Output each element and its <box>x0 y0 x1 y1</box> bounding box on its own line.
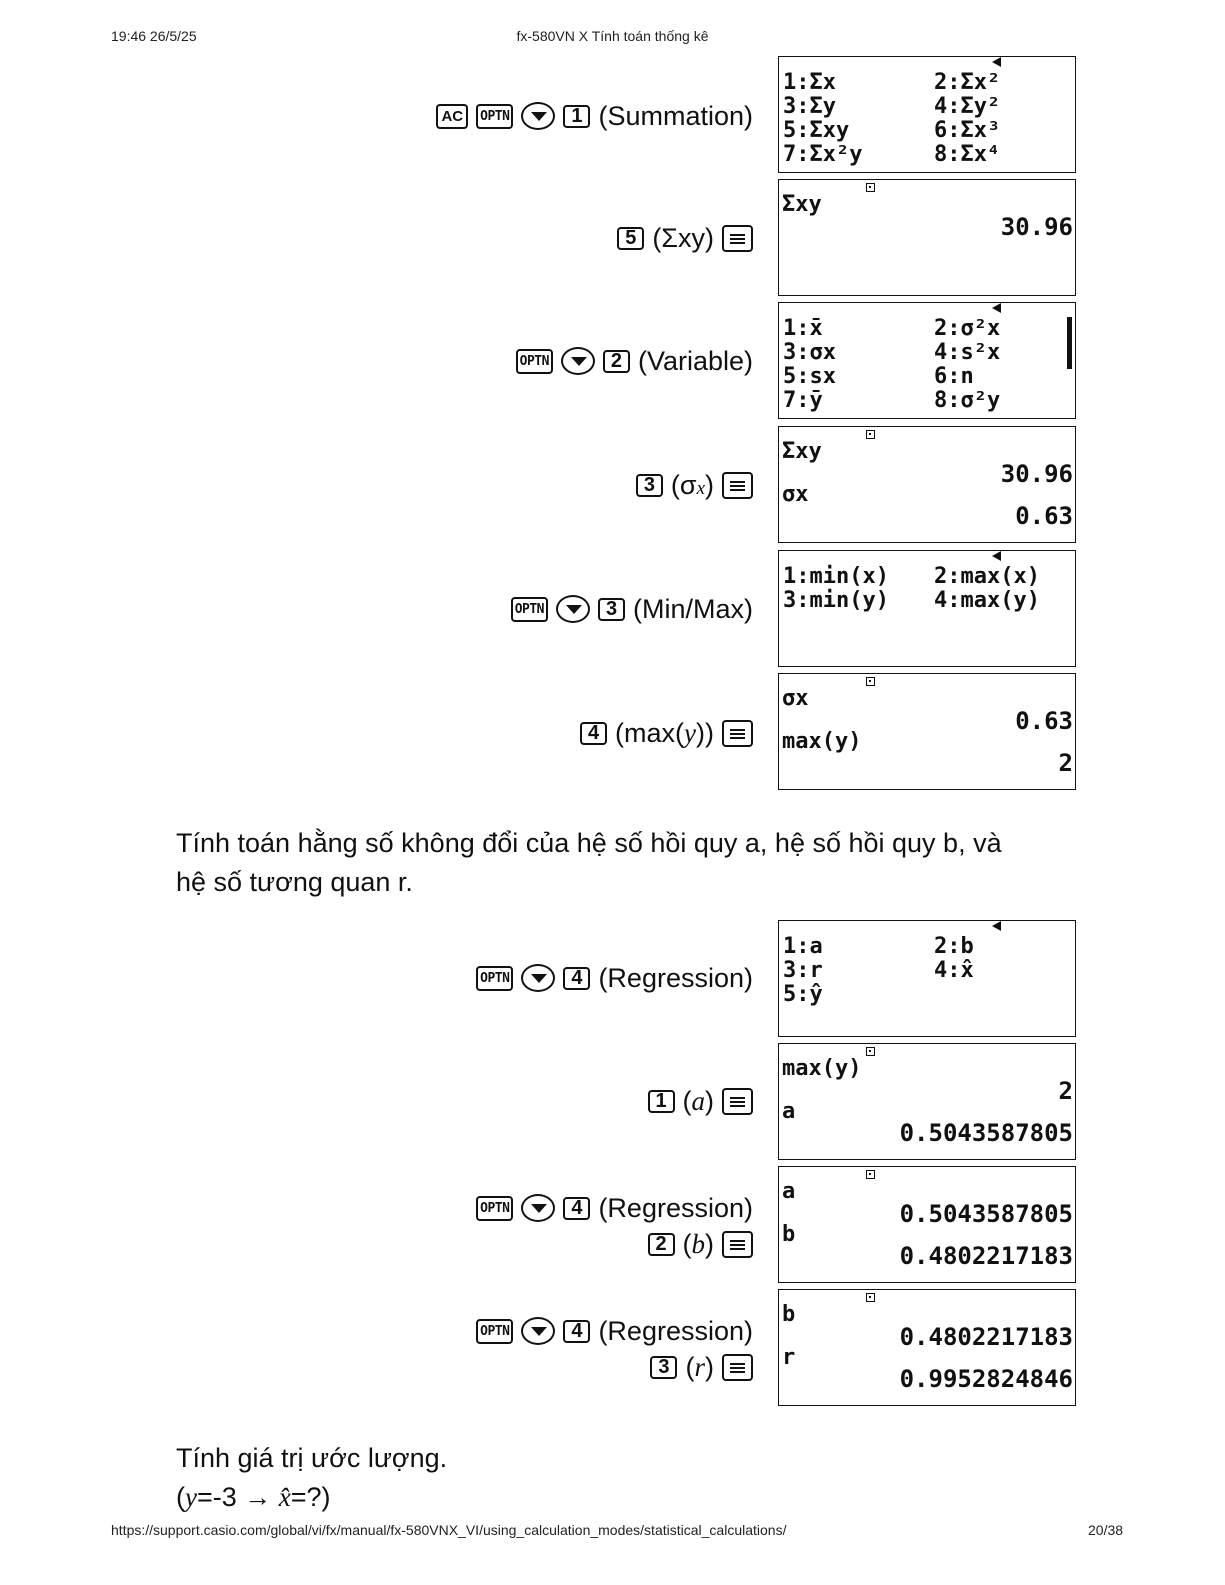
step-label: (Min/Max) <box>633 593 753 624</box>
result-label: b <box>782 1302 796 1327</box>
calc-screen-reg-b <box>778 1166 1076 1283</box>
down-arrow-key-icon <box>561 347 595 375</box>
step-summation <box>436 99 753 133</box>
optn-key: OPTN <box>476 1196 513 1221</box>
key-1: 1 <box>648 1090 675 1113</box>
menu-item: 4:s²x <box>934 340 1001 365</box>
down-arrow-key-icon <box>556 595 590 623</box>
equals-key-icon <box>722 1231 753 1258</box>
menu-item: 4:x̂ <box>934 958 974 983</box>
key-3: 3 <box>650 1356 677 1379</box>
menu-item: 5:sx <box>783 364 836 389</box>
menu-item: 2:b <box>934 934 974 959</box>
calc-screen-minmax-menu <box>778 550 1076 667</box>
key-4: 4 <box>563 967 590 990</box>
menu-item: 8:σ²y <box>934 388 1001 413</box>
scroll-arrow-icon <box>992 921 1001 931</box>
menu-item: 6:Σx³ <box>934 118 1001 143</box>
result-value: 0.4802217183 <box>899 1323 1073 1351</box>
step-max-y <box>580 716 753 750</box>
equals-key-icon <box>722 472 753 499</box>
optn-key: OPTN <box>476 104 513 129</box>
menu-item: 5:Σxy <box>783 118 850 143</box>
optn-key: OPTN <box>476 1319 513 1344</box>
equals-key-icon <box>722 1088 753 1115</box>
scroll-arrow-icon <box>992 303 1001 313</box>
result-value: 0.4802217183 <box>899 1242 1073 1270</box>
down-arrow-key-icon <box>521 964 555 992</box>
step-label: (Regression) <box>598 962 753 993</box>
result-label: max(y) <box>782 1056 862 1081</box>
result-value: 0.5043587805 <box>899 1119 1073 1147</box>
display-indicator-icon <box>866 430 875 439</box>
result-label: a <box>782 1099 796 1124</box>
menu-item: 6:n <box>934 364 974 389</box>
key-5: 5 <box>617 227 644 250</box>
regression-intro <box>176 824 1076 902</box>
menu-item: 7:Σx²y <box>783 142 863 167</box>
menu-item: 1:x̄ <box>783 316 823 341</box>
result-value: 0.5043587805 <box>899 1200 1073 1228</box>
optn-key: OPTN <box>511 597 548 622</box>
calc-screen-variable-menu <box>778 302 1076 419</box>
step-label: (Regression) <box>598 1192 753 1223</box>
calc-screen-reg-r <box>778 1289 1076 1406</box>
result-value: 30.96 <box>1000 213 1073 241</box>
menu-item: 4:max(y) <box>934 588 1040 613</box>
result-label: b <box>782 1222 796 1247</box>
menu-item: 2:max(x) <box>934 564 1040 589</box>
step-minmax <box>511 592 753 626</box>
down-arrow-key-icon <box>521 102 555 130</box>
key-4: 4 <box>563 1197 590 1220</box>
result-value: 0.63 <box>1015 502 1073 530</box>
menu-item: 3:min(y) <box>783 588 889 613</box>
menu-item: 2:Σx² <box>934 70 1001 95</box>
scroll-arrow-icon <box>992 551 1001 561</box>
key-3: 3 <box>636 474 663 497</box>
menu-item: 1:Σx <box>783 70 836 95</box>
page-title: fx-580VN X Tính toán thống kê <box>516 28 709 44</box>
result-label: σx <box>782 482 809 507</box>
display-indicator-icon <box>866 1047 875 1056</box>
step-variable <box>516 344 753 378</box>
key-3: 3 <box>598 598 625 621</box>
key-4: 4 <box>563 1320 590 1343</box>
result-label: a <box>782 1179 796 1204</box>
key-1: 1 <box>563 105 590 128</box>
menu-item: 7:ȳ <box>783 388 823 413</box>
page-url: https://support.casio.com/global/vi/fx/manual/fx-580VNX_VI/using_calculation_modes/statistical_calculations/ <box>111 1522 787 1538</box>
step-label: (Variable) <box>637 345 753 376</box>
step-regression <box>476 1314 753 1348</box>
result-value: 0.63 <box>1015 707 1073 735</box>
step-label: (a) <box>682 1085 714 1116</box>
estimate-question: (y=-3 → x̂=?) <box>176 1482 331 1512</box>
calc-screen-regression-menu <box>778 920 1076 1037</box>
display-indicator-icon <box>866 1293 875 1302</box>
scrollbar <box>1067 317 1072 369</box>
paragraph-line: Tính toán hằng số không đổi của hệ số hồi quy a, hệ số hồi quy b, và <box>176 828 1002 858</box>
display-indicator-icon <box>866 1170 875 1179</box>
display-indicator-icon <box>866 183 875 192</box>
estimate-section <box>176 1439 1076 1517</box>
result-label: r <box>782 1345 796 1370</box>
calc-screen-sigma-xy <box>778 179 1076 296</box>
menu-item: 1:a <box>783 934 823 959</box>
result-value: 2 <box>1058 749 1073 777</box>
menu-item: 3:r <box>783 958 823 983</box>
result-value: 2 <box>1058 1077 1073 1105</box>
step-reg-b <box>648 1227 754 1261</box>
step-sigma-xy <box>617 221 753 255</box>
scroll-arrow-icon <box>992 57 1001 67</box>
menu-item: 1:min(x) <box>783 564 889 589</box>
calc-screen-sigma-x <box>778 426 1076 543</box>
menu-item: 5:ŷ <box>783 982 823 1007</box>
print-datetime: 19:46 26/5/25 <box>111 28 197 44</box>
step-regression <box>476 961 753 995</box>
equals-key-icon <box>722 225 753 252</box>
step-label: (Summation) <box>598 100 753 131</box>
ac-key: AC <box>436 104 468 129</box>
menu-item: 3:σx <box>783 340 836 365</box>
menu-item: 3:Σy <box>783 94 836 119</box>
down-arrow-key-icon <box>521 1194 555 1222</box>
menu-item: 2:σ²x <box>934 316 1001 341</box>
result-value: 30.96 <box>1000 460 1073 488</box>
step-regression <box>476 1191 753 1225</box>
step-reg-r <box>650 1350 753 1384</box>
page-number: 20/38 <box>1088 1522 1124 1538</box>
optn-key: OPTN <box>476 966 513 991</box>
result-label: Σxy <box>782 439 822 464</box>
optn-key: OPTN <box>516 349 553 374</box>
calc-screen-summation-menu <box>778 56 1076 173</box>
paragraph-line: hệ số tương quan r. <box>176 867 413 897</box>
equals-key-icon <box>722 720 753 747</box>
estimate-title: Tính giá trị ước lượng. <box>176 1443 448 1473</box>
menu-item: 4:Σy² <box>934 94 1001 119</box>
key-2: 2 <box>648 1233 675 1256</box>
step-label: (b) <box>682 1228 714 1259</box>
result-label: max(y) <box>782 729 862 754</box>
display-indicator-icon <box>866 677 875 686</box>
menu-item: 8:Σx⁴ <box>934 142 1001 167</box>
step-label: (σx) <box>670 469 714 500</box>
key-2: 2 <box>603 350 630 373</box>
step-label: (r) <box>685 1351 714 1382</box>
calc-screen-max-y <box>778 673 1076 790</box>
step-reg-a <box>648 1084 754 1118</box>
calc-screen-reg-a <box>778 1043 1076 1160</box>
result-label: σx <box>782 686 809 711</box>
down-arrow-key-icon <box>521 1317 555 1345</box>
step-sigma-x <box>636 468 753 502</box>
key-4: 4 <box>580 722 607 745</box>
step-label: (Regression) <box>598 1315 753 1346</box>
equals-key-icon <box>722 1354 753 1381</box>
step-label: (max(y)) <box>615 717 714 748</box>
step-label: (Σxy) <box>652 222 714 253</box>
result-label: Σxy <box>782 192 822 217</box>
result-value: 0.9952824846 <box>899 1365 1073 1393</box>
